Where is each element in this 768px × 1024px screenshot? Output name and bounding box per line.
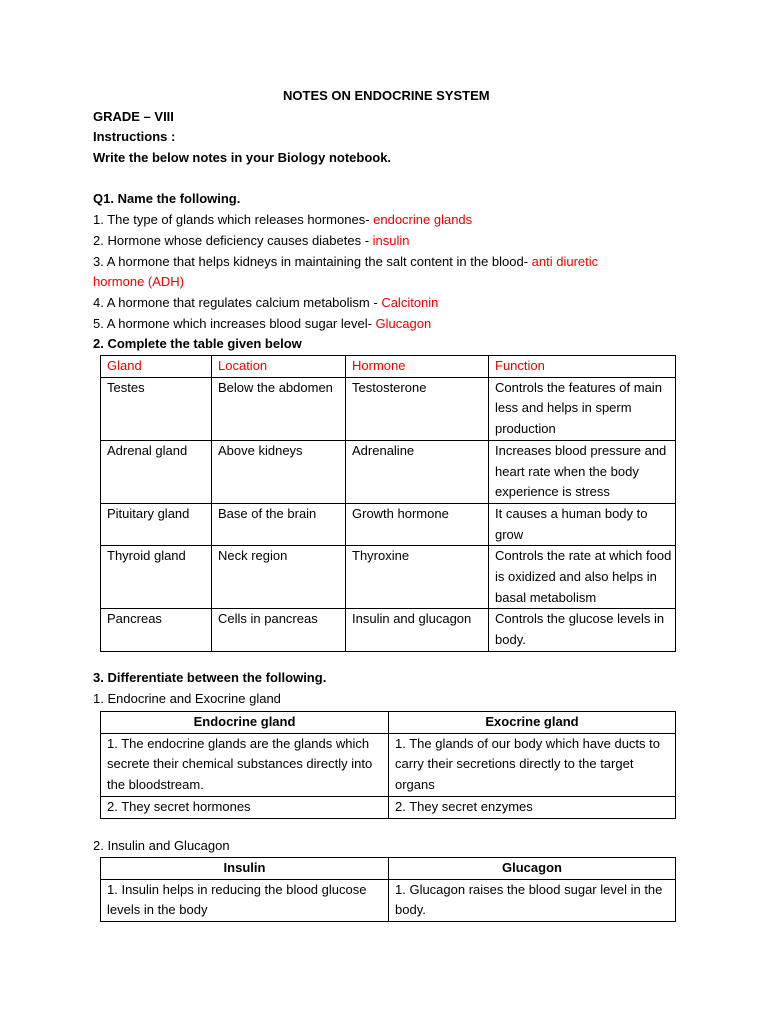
q1-item: 3. A hormone that helps kidneys in maintaining the salt content in the blood- anti diuretic xyxy=(93,254,599,269)
table-cell: It causes a human body to grow xyxy=(489,503,676,545)
table-row xyxy=(101,546,676,609)
column-header: Function xyxy=(489,356,676,378)
table-row xyxy=(101,503,676,545)
column-header: Glucagon xyxy=(389,858,676,880)
q2-heading: 2. Complete the table given below xyxy=(93,336,302,351)
table-row xyxy=(101,733,676,796)
table-header-row xyxy=(101,356,676,378)
page-title: NOTES ON ENDOCRINE SYSTEM xyxy=(283,88,490,103)
table-cell: Pancreas xyxy=(101,609,212,651)
table-cell: Increases blood pressure and heart rate when the body experience is stress xyxy=(489,440,676,503)
table-cell: Controls the glucose levels in body. xyxy=(489,609,676,651)
column-header: Endocrine gland xyxy=(101,712,389,734)
q1-item: 1. The type of glands which releases hormones- endocrine glands xyxy=(93,212,473,227)
table-cell: 1. The endocrine glands are the glands which secrete their chemical substances directly into the bloodstream. xyxy=(101,733,389,796)
instructions-heading: Instructions : xyxy=(93,129,176,144)
table-row xyxy=(101,609,676,651)
column-header: Insulin xyxy=(101,858,389,880)
table-cell: Testes xyxy=(101,377,212,440)
q3-sub-heading: 2. Insulin and Glucagon xyxy=(93,838,230,853)
table-cell: Adrenal gland xyxy=(101,440,212,503)
table-cell: Thyroxine xyxy=(346,546,489,609)
q1-item-continuation: hormone (ADH) xyxy=(93,274,185,289)
table-row xyxy=(101,879,676,921)
column-header: Exocrine gland xyxy=(389,712,676,734)
column-header: Gland xyxy=(101,356,212,378)
table-cell: Insulin and glucagon xyxy=(346,609,489,651)
insulin-glucagon-table xyxy=(100,857,676,922)
table-header-row xyxy=(101,712,676,734)
table-row xyxy=(101,796,676,818)
q3-heading: 3. Differentiate between the following. xyxy=(93,670,327,685)
table-cell: Thyroid gland xyxy=(101,546,212,609)
table-cell: 1. Insulin helps in reducing the blood glucose levels in the body xyxy=(101,879,389,921)
glands-table xyxy=(100,355,676,652)
table-cell: Neck region xyxy=(212,546,346,609)
table-row xyxy=(101,440,676,503)
table-cell: Growth hormone xyxy=(346,503,489,545)
table-cell: Controls the features of main less and helps in sperm production xyxy=(489,377,676,440)
table-header-row xyxy=(101,858,676,880)
column-header: Location xyxy=(212,356,346,378)
table-cell: Controls the rate at which food is oxidized and also helps in basal metabolism xyxy=(489,546,676,609)
endocrine-exocrine-table xyxy=(100,711,676,819)
q1-heading: Q1. Name the following. xyxy=(93,191,241,206)
instructions-text: Write the below notes in your Biology notebook. xyxy=(93,150,392,165)
column-header: Hormone xyxy=(346,356,489,378)
q1-item: 5. A hormone which increases blood sugar level- Glucagon xyxy=(93,316,432,331)
table-row xyxy=(101,377,676,440)
table-cell: 2. They secret enzymes xyxy=(389,796,676,818)
table-cell: 1. Glucagon raises the blood sugar level in the body. xyxy=(389,879,676,921)
table-cell: 2. They secret hormones xyxy=(101,796,389,818)
table-cell: Above kidneys xyxy=(212,440,346,503)
table-cell: Testosterone xyxy=(346,377,489,440)
table-cell: Below the abdomen xyxy=(212,377,346,440)
q1-item: 2. Hormone whose deficiency causes diabetes - insulin xyxy=(93,233,410,248)
q1-item: 4. A hormone that regulates calcium metabolism - Calcitonin xyxy=(93,295,439,310)
grade-line: GRADE – VIII xyxy=(93,109,174,124)
table-cell: Pituitary gland xyxy=(101,503,212,545)
table-cell: Adrenaline xyxy=(346,440,489,503)
table-cell: Base of the brain xyxy=(212,503,346,545)
q3-sub-heading: 1. Endocrine and Exocrine gland xyxy=(93,691,281,706)
table-cell: 1. The glands of our body which have ducts to carry their secretions directly to the target organs xyxy=(389,733,676,796)
table-cell: Cells in pancreas xyxy=(212,609,346,651)
